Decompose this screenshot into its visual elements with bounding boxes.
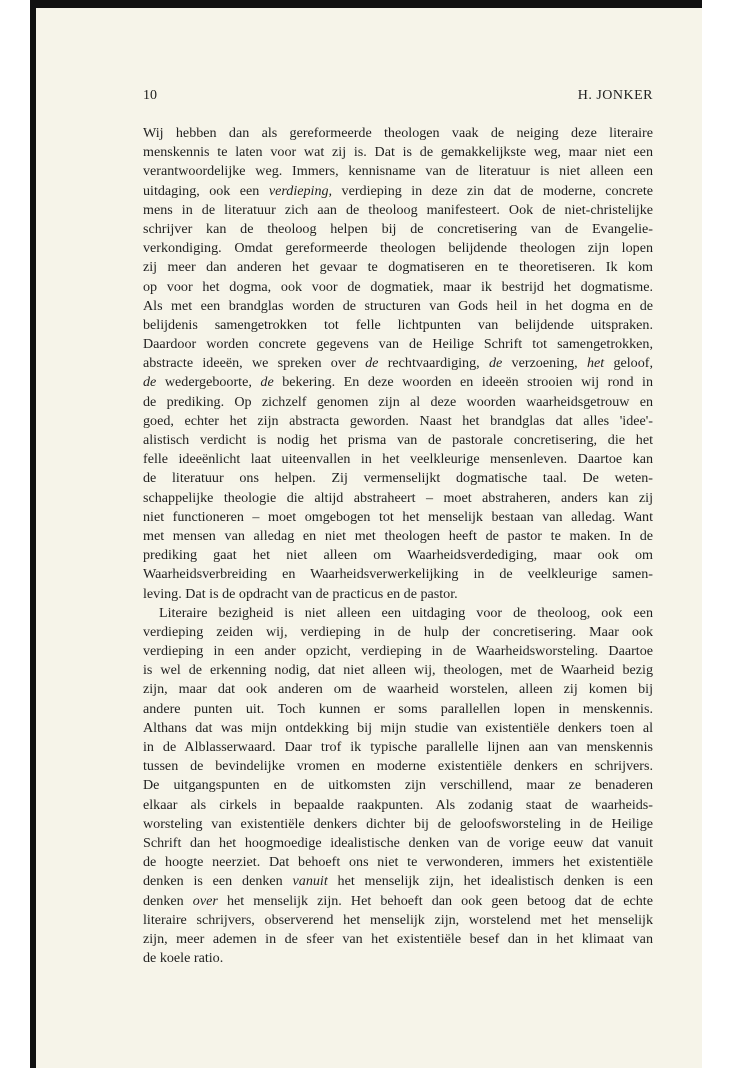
- text-line: zijn, maar dat ook anderen om de waarheid worstelen, alleen zij komen bij: [143, 681, 653, 698]
- text-line: Daardoor worden concrete gegevens van de Heilige Schrift tot samengetrokken,: [143, 336, 653, 353]
- text-line: Waarheidsverbreiding en Waarheidsverwerkelijking in de veelkleurige samen-: [143, 566, 653, 583]
- text-line: worsteling van existentiële denkers dichter bij de geloofsworsteling in de Heilige: [143, 815, 653, 832]
- text-line: verdieping in een ander opzicht, verdieping in de Waarheidsworsteling. Daartoe: [143, 643, 653, 660]
- text-line: elkaar als cirkels in bepaalde raakpunten. Als zodanig staat de waarheids-: [143, 796, 653, 813]
- text-line: de wedergeboorte, de bekering. En deze woorden en ideeën strooien wij rond in: [143, 374, 654, 391]
- text-line: Als met een brandglas worden de structuren van Gods heil in het dogma en de: [143, 297, 653, 314]
- text-line: is wel de erkenning nodig, dat niet alleen wij, theologen, met de Waarheid bezig: [143, 662, 653, 679]
- text-line: goed, echter het zijn abstracta geworden. Naast het brandglas dat alles 'idee'-: [143, 412, 653, 429]
- text-line: menskennis te laten voor wat zij is. Dat is de gemakkelijkste weg, maar niet een: [143, 144, 653, 161]
- text-line: denken over het menselijk zijn. Het behoeft dan ook geen betoog dat de echte: [143, 892, 653, 909]
- text-line: schappelijke theologie die altijd abstraheert – moet abstraheren, anders kan zij: [143, 489, 653, 506]
- text-line: de prediking. Op zichzelf genomen zijn al deze woorden waarheidsgetrouw en: [143, 393, 653, 410]
- italic-emphasis: de: [143, 374, 157, 391]
- text-line: alistisch verdicht is nodig het prisma van de pastorale concretisering, die het: [143, 432, 653, 448]
- paragraph: [143, 604, 653, 969]
- text-line: Schrift dan het hoogmoedige idealistische denken van de vorige eeuw dat vanuit: [143, 834, 653, 851]
- text-line: Althans dat was mijn ontdekking bij mijn studie van existentiële denkers toen al: [143, 719, 653, 736]
- text-line: prediking gaat het niet alleen om Waarheidsverdediging, maar ook om: [143, 547, 653, 564]
- italic-emphasis: het: [586, 355, 605, 372]
- text-line: denken is een denken vanuit het menselijk zijn, het idealistisch denken is een: [143, 873, 653, 890]
- text-line: met mensen van alledag en niet met theologen heeft de pastor te maken. In de: [143, 527, 653, 544]
- text-line: uitdaging, ook een verdieping, verdieping in deze zin dat de moderne, concrete: [143, 182, 654, 199]
- italic-emphasis: de: [260, 374, 274, 391]
- text-line: in de Alblasserwaard. Daar trof ik typische parallelle lijnen aan van menskennis: [143, 739, 653, 755]
- text-line: abstracte ideeën, we spreken over de rechtvaardiging, de verzoening, het geloof,: [143, 355, 653, 372]
- body-text: [143, 124, 653, 968]
- text-line: leving. Dat is de opdracht van de practicus en de pastor.: [143, 585, 458, 602]
- text-line: Wij hebben dan als gereformeerde theologen vaak de neiging deze literaire: [143, 125, 653, 141]
- text-line: verkondiging. Omdat gereformeerde theologen belijdende theologen zijn lopen: [143, 240, 653, 257]
- italic-emphasis: over: [192, 892, 218, 909]
- text-line: verdieping zeiden wij, verdieping in de hulp der concretisering. Maar ook: [143, 623, 653, 640]
- text-line: andere punten uit. Toch kunnen er soms parallellen lopen in menskennis.: [143, 700, 653, 717]
- text-line: Literaire bezigheid is niet alleen een uitdaging voor de theoloog, ook een: [159, 604, 653, 621]
- text-line: op voor het dogma, ook voor de dogmatiek, maar ik bestrijd het dogmatisme.: [143, 278, 653, 295]
- running-head: H. JONKER: [577, 88, 653, 103]
- text-line: zijn, meer ademen in de sfeer van het existentiële besef dan in het klimaat van: [143, 930, 653, 947]
- text-line: felle ideeënlicht laat uiteenvallen in het veelkleurige mensenleven. Daartoe kan: [143, 451, 653, 468]
- page-header: [143, 88, 653, 108]
- text-line: de literatuur ons helpen. Zij vermenselijkt dogmatische taal. De weten-: [143, 470, 653, 487]
- text-line: niet functioneren – moet omgebogen tot het menselijk bestaan van alledag. Want: [143, 508, 653, 525]
- text-line: zij meer dan anderen het gevaar te dogmatiseren en te theoretiseren. Ik kom: [143, 259, 653, 276]
- text-line: De uitgangspunten en de uitkomsten zijn verschillend, maar ze benaderen: [143, 777, 653, 794]
- text-line: tussen de bevindelijke vromen en moderne existentiële denkers en schrijvers.: [143, 758, 653, 775]
- paragraph: [143, 124, 653, 604]
- italic-emphasis: verdieping,: [268, 182, 333, 199]
- italic-emphasis: de: [488, 355, 503, 372]
- italic-emphasis: de: [365, 355, 379, 372]
- text-line: de koele ratio.: [143, 950, 224, 967]
- text-line: de hoogte neerziet. Dat behoeft ons niet te verwonderen, immers het existentiële: [143, 854, 653, 871]
- text-line: belijdenis samengetrokken tot felle lichtpunten van belijdende uitspraken.: [143, 316, 653, 333]
- text-line: mens in de literatuur zich aan de theoloog manifesteert. Ook de niet-christelijke: [143, 201, 653, 218]
- text-line: literaire schrijvers, observerend het menselijk zijn, worstelend met het menselijk: [143, 911, 653, 928]
- text-line: verantwoordelijke weg. Immers, kennisname van de literatuur is niet alleen een: [143, 163, 653, 180]
- italic-emphasis: vanuit: [292, 873, 328, 890]
- text-line: schrijver kan de theoloog helpen bij de concretisering van de Evangelie-: [143, 220, 653, 237]
- scan-border-top: [30, 0, 702, 8]
- page-number: 10: [143, 88, 157, 103]
